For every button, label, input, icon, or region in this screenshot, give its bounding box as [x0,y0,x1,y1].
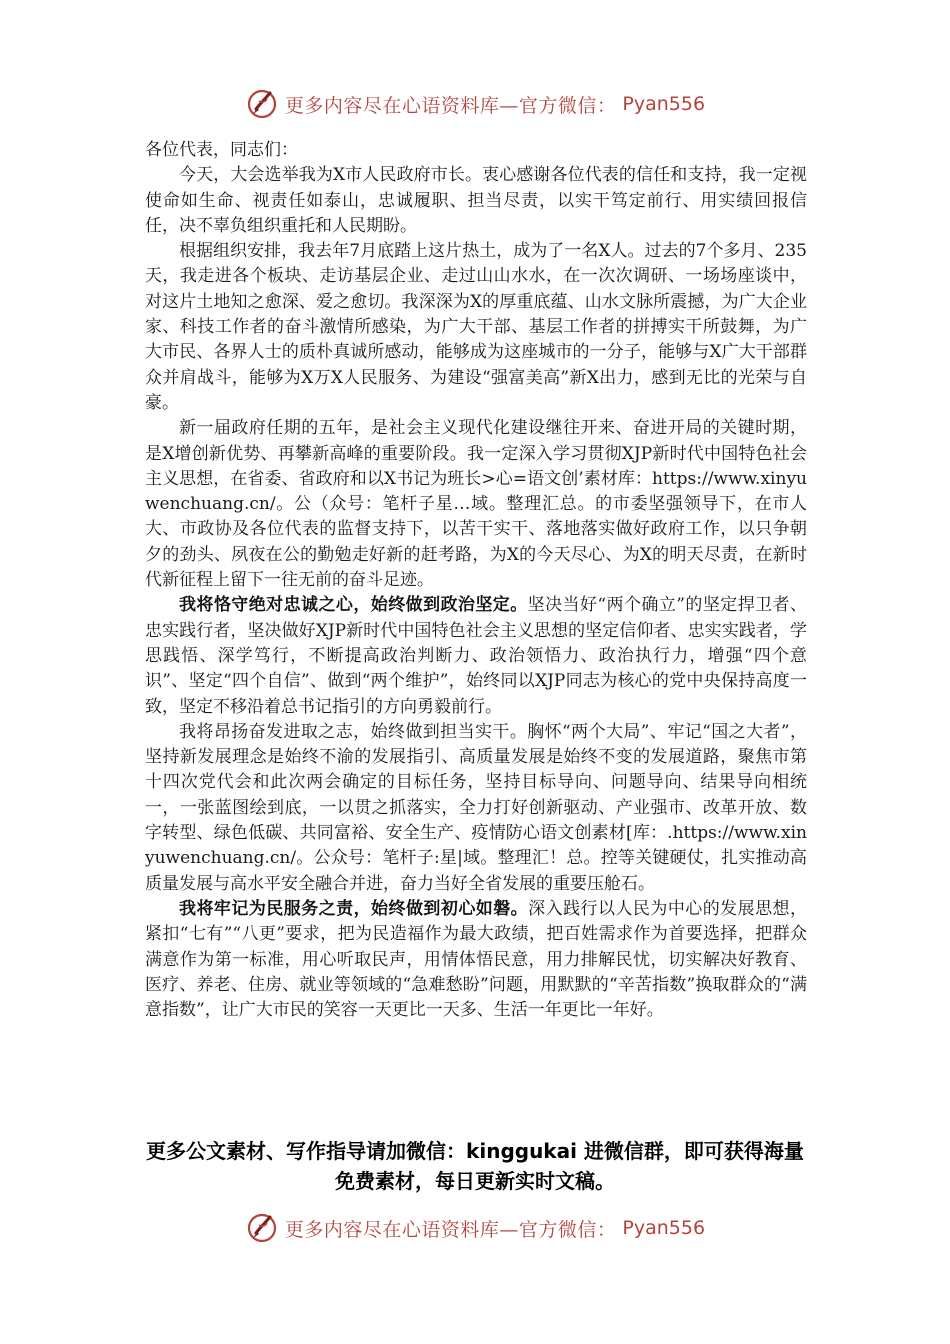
paragraph-4 [145,593,807,719]
paragraph-heading: 我将牢记为民服务之责，始终做到初心如磐。 [179,898,529,919]
banner-text: 更多内容尽在心语资料库—官方微信： [284,1218,617,1241]
document-body [145,138,807,1023]
paragraph-1 [145,163,807,239]
header-banner [0,84,950,124]
paragraph-text: 根据组织安排，我去年7月底踏上这片热土，成为了一名X人。过去的7个多月、235天，我走进各个板块、走访基层企业、走过山山水水，在一次次调研、一场场座谈中，对这片土地知之愈深、爱之愈切。我深深为X的厚重底蕴、山水文脉所震撼，为广大企业家、科技工作者的奋斗激情所感染，为广大干部、基层工作者的拼搏实干所鼓舞，为广大市民、各界人士的质朴真诚所感动，能够成为这座城市的一分子，能够与X广大干部群众并肩战斗，能够为X万X人民服务、为建设“强富美高”新X出力，感到无比的光荣与自豪。 [145,241,807,413]
banner-text: 更多内容尽在心语资料库—官方微信： [284,94,617,117]
paragraph-text: 坚决当好“两个确立”的坚定捍卫者、忠实践行者，坚决做好XJP新时代中国特色社会主义思想的坚定信仰者、忠实实践者，学思践悟、深学笃行，不断提高政治判断力、政治领悟力、政治执行力，增强“四个意识”、坚定“四个自信”、做到“两个维护”，始终同以XJP同志为核心的党中央保持高度一致，坚定不移沿着总书记指引的方向勇毅前行。 [145,595,807,717]
paragraph-text: 今天，大会选举我为X市人民政府市长。衷心感谢各位代表的信任和支持，我一定视使命如生命、视责任如泰山，忠诚履职、担当尽责，以实干笃定前行、用实绩回报信任，决不辜负组织重托和人民期盼。 [145,165,807,236]
paragraph-2 [145,239,807,416]
paragraph-text: 新一届政府任期的五年，是社会主义现代化建设继往开来、奋进开局的关键时期，是X增创新优势、再攀新高峰的重要阶段。我一定深入学习贯彻XJP新时代中国特色社会主义思想，在省委、省政府和以X书记为班长>心=语文创’素材库：https://www.xinyuwenchuang.cn/。公（众号：笔杆子星…域。整理汇总。的市委坚强领导下，在市人大、市政协及各位代表的监督支持下，以苦干实干、落地落实做好政府工作，以只争朝夕的劲头、夙夜在公的勤勉走好新的赶考路，为X的今天尽心、为X的明天尽责，在新时代新征程上留下一往无前的奋斗足迹。 [145,418,807,591]
paragraph-text: 我将昂扬奋发进取之志，始终做到担当实干。胸怀“两个大局”、牢记“国之大者”，坚持新发展理念是始终不渝的发展指引、高质量发展是始终不变的发展道路，聚焦市第十四次党代会和此次两会确定的目标任务，坚持目标导向、问题导向、结果导向相统一，一张蓝图绘到底，一以贯之抓落实，全力打好创新驱动、产业强市、改革开放、数字转型、绿色低碳、共同富裕、安全生产、疫情防心语文创素材[库：.https://www.xinyuwenchuang.cn/。公众号：笔杆子:星|域。整理汇！总。控等关键硬仗，扎实推动高质量发展与高水平安全融合并进，奋力当好全省发展的重要压舱石。 [145,721,807,894]
promo-note: 更多公文素材、写作指导请加微信：kinggukai 进微信群，即可获得海量免费素材，每日更新实时文稿。 [146,1139,804,1193]
paragraph-heading: 我将恪守绝对忠诚之心，始终做到政治坚定。 [179,595,528,616]
banner-wechat-id: Pyan556 [622,1217,706,1239]
footer-banner [0,1208,950,1248]
pen-logo-icon [245,1211,279,1245]
banner-wechat-id: Pyan556 [622,93,706,115]
paragraph-3 [145,416,807,593]
paragraph-5 [145,720,807,897]
greeting: 各位代表，同志们： [145,140,298,160]
pen-logo-icon [245,87,279,121]
paragraph-6 [145,897,807,1023]
paragraph-text: 深入践行以人民为中心的发展思想，紧扣“七有”“八更”要求，把为民造福作为最大政绩，把百姓需求作为首要选择，把群众满意作为第一标准，用心听取民声，用情体悟民意，用力排解民忧，切实解决好教育、医疗、养老、住房、就业等领域的“急难愁盼”问题，用默默的“辛苦指数”换取群众的“满意指数”，让广大市民的笑容一天更比一天多、生活一年更比一年好。 [145,898,808,1021]
